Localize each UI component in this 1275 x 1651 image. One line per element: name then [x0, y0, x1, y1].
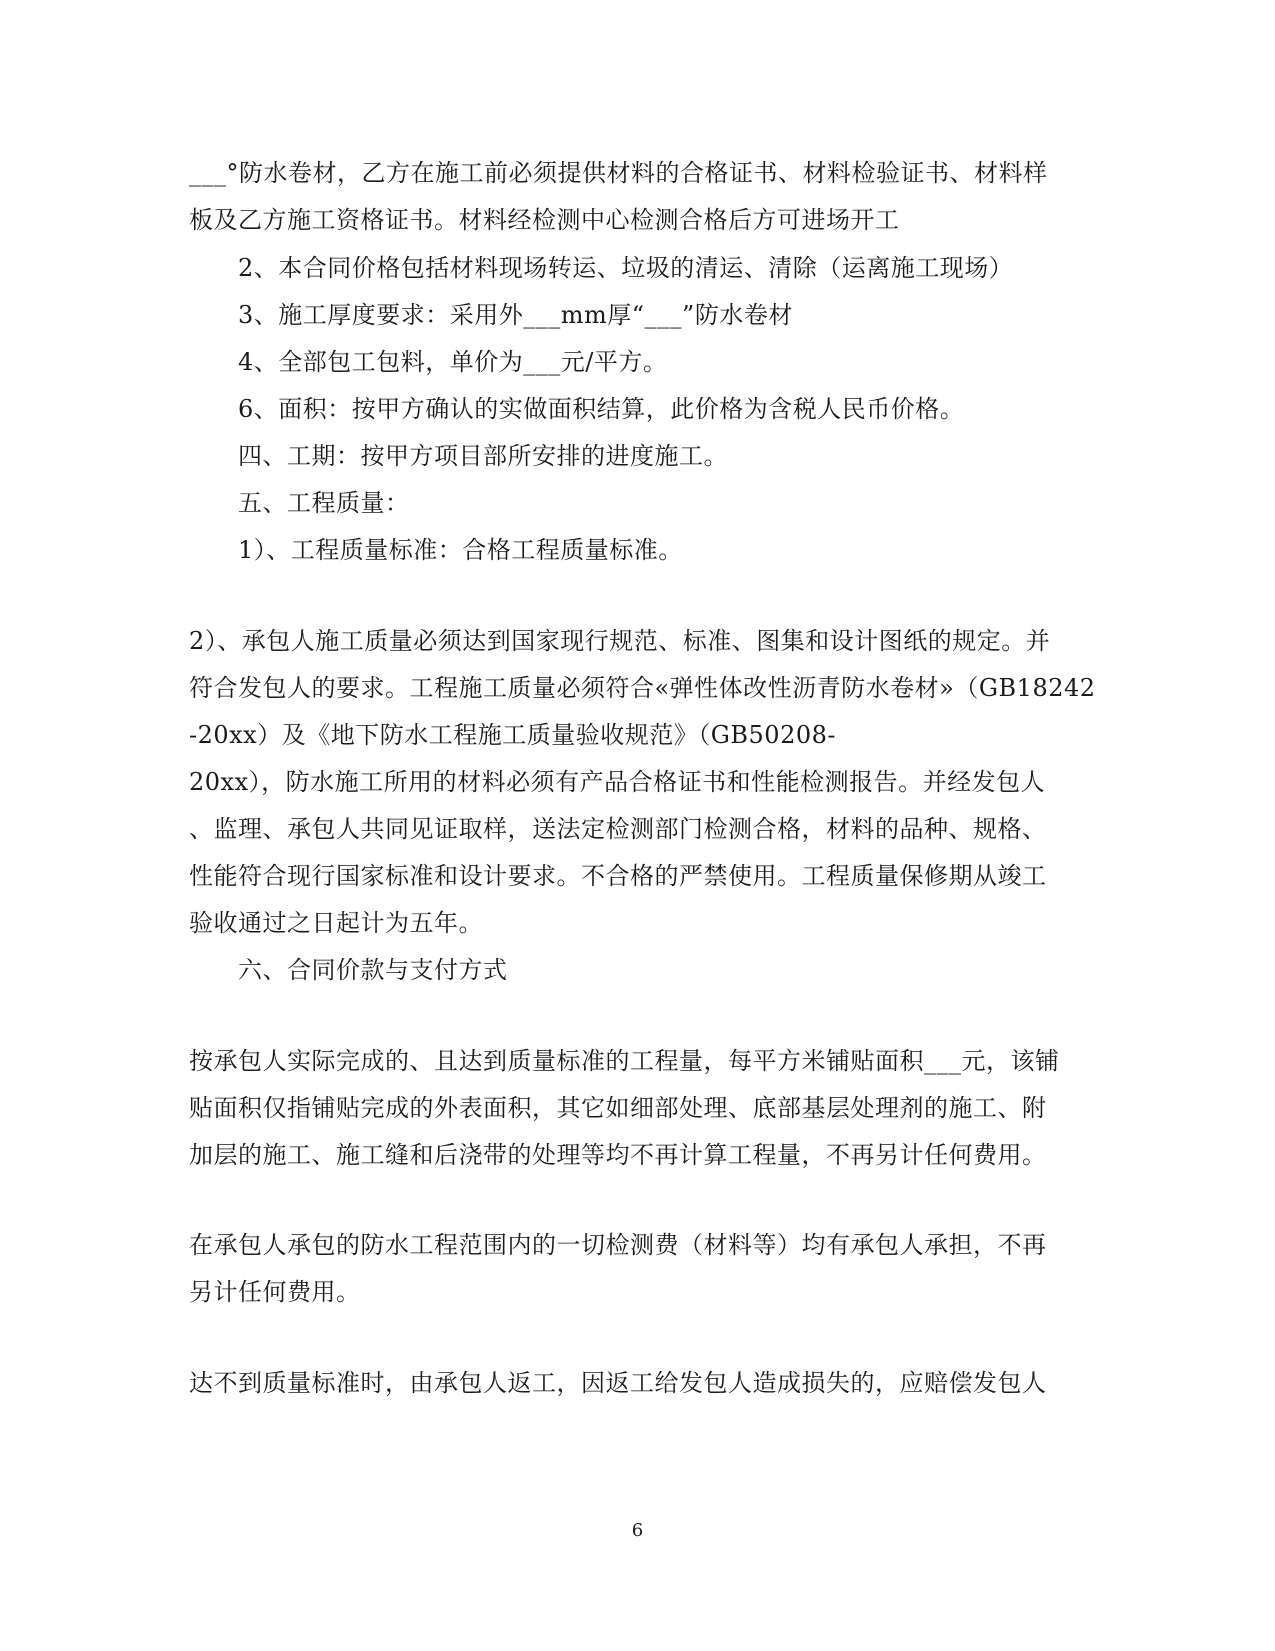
text-line: 4、全部包工包料，单价为___元/平方。	[238, 348, 668, 376]
text-line: 、监理、承包人共同见证取样，送法定检测部门检测合格，材料的品种、规格、	[189, 815, 1047, 843]
text-line: ___°防水卷材，乙方在施工前必须提供材料的合格证书、材料检验证书、材料样	[189, 159, 1048, 187]
page-number: 6	[631, 1520, 644, 1541]
text-line: 在承包人承包的防水工程范围内的一切检测费（材料等）均有承包人承担，不再	[189, 1231, 1047, 1259]
text-line: 2）、承包人施工质量必须达到国家现行规范、标准、图集和设计图纸的规定。并	[189, 627, 1051, 655]
text-line: 1）、工程质量标准：合格工程质量标准。	[238, 536, 683, 564]
text-line: 达不到质量标准时，由承包人返工，因返工给发包人造成损失的，应赔偿发包人	[189, 1369, 1047, 1397]
text-line: 贴面积仅指铺贴完成的外表面积，其它如细部处理、底部基层处理剂的施工、附	[189, 1094, 1047, 1122]
text-line: 6、面积：按甲方确认的实做面积结算，此价格为含税人民币价格。	[238, 395, 965, 423]
text-line: 2、本合同价格包括材料现场转运、垃圾的清运、清除（运离施工现场）	[238, 254, 1014, 282]
section-heading: 六、合同价款与支付方式	[238, 956, 508, 984]
section-heading: 五、工程质量：	[238, 489, 410, 517]
text-line: 符合发包人的要求。工程施工质量必须符合«弹性体改性沥青防水卷材»（GB18242	[189, 674, 1096, 702]
text-line: 验收通过之日起计为五年。	[189, 909, 483, 937]
text-line: 性能符合现行国家标准和设计要求。不合格的严禁使用。工程质量保修期从竣工	[189, 862, 1047, 890]
text-line: -20xx）及《地下防水工程施工质量验收规范》（GB50208-	[189, 721, 836, 749]
text-line: 四、工期：按甲方项目部所安排的进度施工。	[238, 442, 728, 470]
text-line: 加层的施工、施工缝和后浇带的处理等均不再计算工程量，不再另计任何费用。	[189, 1141, 1047, 1169]
text-line: 按承包人实际完成的、且达到质量标准的工程量，每平方米铺贴面积___元，该铺	[189, 1047, 1060, 1075]
text-line: 另计任何费用。	[189, 1278, 361, 1306]
text-line: 20xx），防水施工所用的材料必须有产品合格证书和性能检测报告。并经发包人	[189, 768, 1046, 796]
text-line: 板及乙方施工资格证书。材料经检测中心检测合格后方可进场开工	[189, 206, 900, 234]
text-line: 3、施工厚度要求：采用外___mm厚“___”防水卷材	[238, 301, 793, 329]
